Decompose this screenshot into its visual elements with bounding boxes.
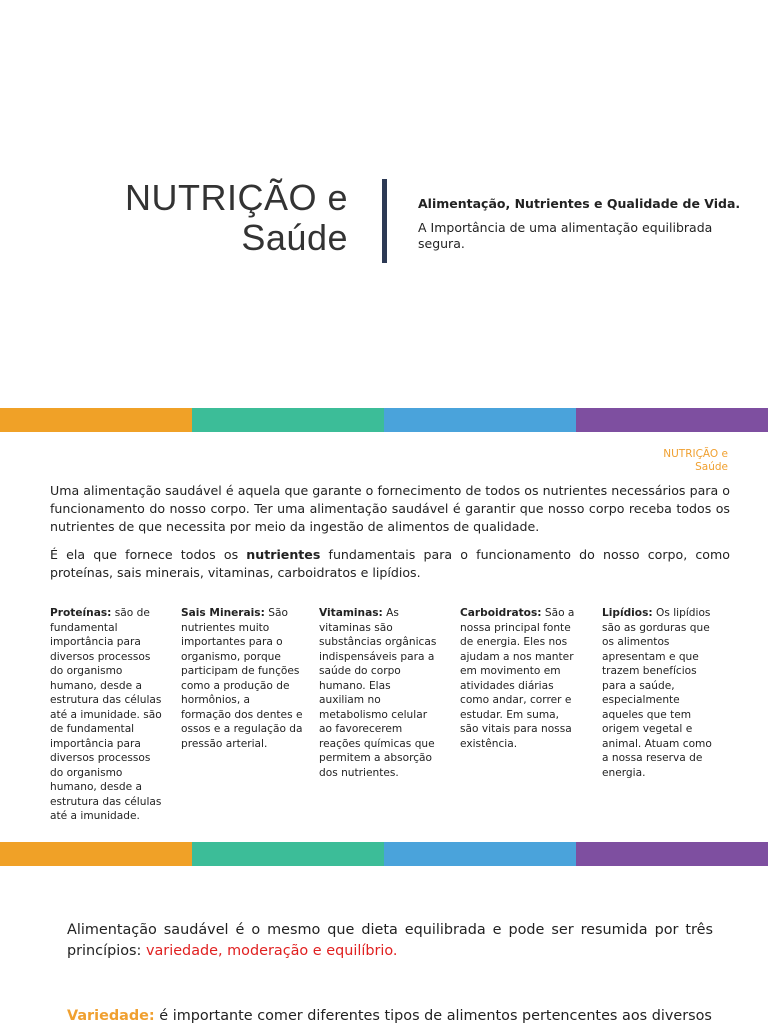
nutrient-name: Proteínas:: [50, 607, 112, 619]
nutrient-text: Os lipídios são as gorduras que os alimentos apresentam e que trazem benefícios para a saúde, especialmente aqueles que tem origem vegetal e animal. Atuam como a nossa reserva de energia.: [602, 607, 712, 779]
nutrient-text: As vitaminas são substâncias orgânicas indispensáveis para a saúde do corpo humano. Elas auxiliam no metabolismo celular ao favorecerem reações químicas que permitem a absorção dos nutrientes.: [319, 607, 437, 779]
variety-label: Variedade:: [67, 1008, 155, 1024]
page-header-label: [663, 448, 728, 474]
intro-paragraph-1: Uma alimentação saudável é aquela que garante o fornecimento de todos os nutrientes necessários para o funcionamento do nosso corpo. Ter uma alimentação saudável é garantir que nosso corpo receba todos os nutrientes de que necessita por meio da ingestão de alimentos de qualidade.: [50, 483, 730, 534]
intro-p2-bold: nutrientes: [246, 547, 321, 562]
nutrient-column-vitaminas: [319, 606, 439, 780]
nutrient-name: Sais Minerais:: [181, 607, 265, 619]
variety-text: é importante comer diferentes tipos de alimentos pertencentes aos diversos: [154, 1008, 712, 1024]
main-title: [48, 178, 348, 258]
page-header-line1: NUTRIÇÃO e: [663, 448, 728, 460]
color-bar-segment-purple: [576, 842, 768, 866]
nutrient-name: Carboidratos:: [460, 607, 542, 619]
color-bar-segment-orange: [0, 842, 192, 866]
nutrient-column-carboidratos: [460, 606, 578, 751]
nutrient-text: São a nossa principal fonte de energia. Eles nos ajudam a nos manter em movimento em atividades diárias como andar, correr e estudar. Em suma, são vitais para nossa existência.: [460, 607, 575, 750]
main-title-line1: NUTRIÇÃO e: [124, 177, 348, 218]
nutrient-text: são de fundamental importância para diversos processos do organismo humano, desde a estrutura das células até a imunidade. são de fundamental importância para diversos processos do organismo humano, desde a estrutura das células até a imunidade.: [50, 607, 162, 822]
color-bar-segment-purple: [576, 408, 768, 432]
color-bar-segment-blue: [384, 408, 576, 432]
variety-paragraph: [67, 1006, 713, 1024]
nutrient-column-lipidios: [602, 606, 720, 780]
intro-p2-after: fundamentais para o funcionamento do nosso corpo, como proteínas, sais minerais, vitaminas, carboidratos e lipídios.: [50, 547, 730, 580]
principles-text: Alimentação saudável é o mesmo que dieta equilibrada e pode ser resumida por três princípios:: [67, 922, 713, 959]
nutrient-column-sais-minerais: [181, 606, 303, 751]
subtitle-text: A Importância de uma alimentação equilibrada segura.: [418, 220, 713, 251]
nutrient-column-proteinas: [50, 606, 165, 824]
main-title-line2: Saúde: [241, 217, 348, 258]
intro-p2-before: É ela que fornece todos os: [50, 547, 247, 562]
color-bar-top: [0, 408, 768, 432]
color-bar-segment-blue: [384, 842, 576, 866]
principles-paragraph: [67, 920, 713, 962]
page-header-line2: Saúde: [695, 461, 728, 473]
color-bar-bottom: [0, 842, 768, 866]
nutrient-name: Lipídios:: [602, 607, 653, 619]
subtitle-bold: Alimentação, Nutrientes e Qualidade de Vida.: [418, 196, 741, 211]
color-bar-segment-green: [192, 842, 384, 866]
title-section: [0, 0, 768, 400]
title-divider: [382, 179, 387, 263]
nutrient-text: São nutrientes muito importantes para o organismo, porque participam de funções como a produção de hormônios, a formação dos dentes e ossos e a regulação da pressão arterial.: [181, 607, 303, 750]
color-bar-segment-green: [192, 408, 384, 432]
principles-highlight: variedade, moderação e equilíbrio.: [145, 943, 398, 959]
color-bar-segment-orange: [0, 408, 192, 432]
nutrient-name: Vitaminas:: [319, 607, 383, 619]
intro-paragraph-2: [50, 546, 730, 582]
